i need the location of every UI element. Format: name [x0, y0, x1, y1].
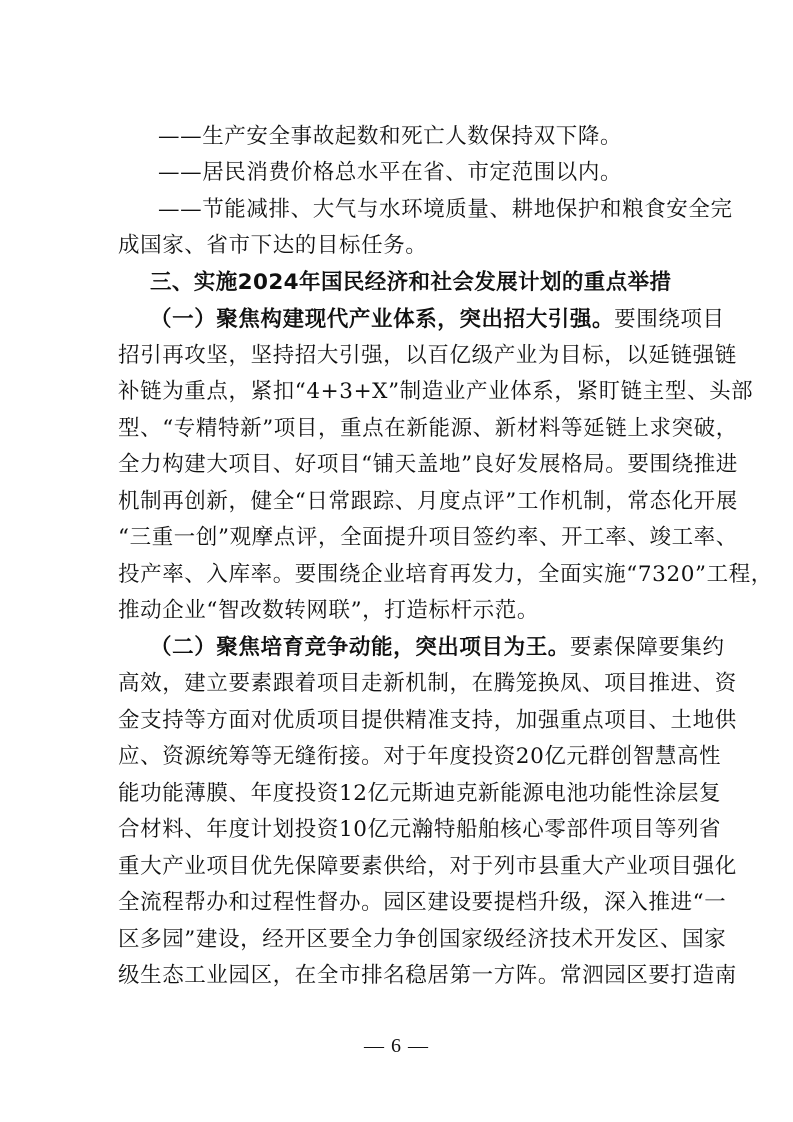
page-number: — 6 — [364, 1035, 429, 1057]
paragraph-line: 全力构建大项目、好项目“铺天盖地”良好发展格局。要围绕推进 [118, 452, 738, 477]
paragraph-text: 要素保障要集约 [569, 635, 725, 660]
paragraph-line: 重大产业项目优先保障要素供给，对于列市县重大产业项目强化 [118, 854, 737, 879]
paragraph-line: 补链为重点，紧扣“4+3+X”制造业产业体系，紧盯链主型、头部 [118, 379, 754, 404]
bullet-line: ——生产安全事故起数和死亡人数保持双下降。 [158, 124, 623, 149]
paragraph-line: 应、资源统筹等无缝衔接。对于年度投资20亿元群创智慧高性 [118, 744, 722, 769]
paragraph-line: 能功能薄膜、年度投资12亿元斯迪克新能源电池功能性涂层复 [118, 781, 722, 806]
paragraph-line: 投产率、入库率。要围绕企业培育再发力，全面实施“7320”工程， [118, 562, 773, 587]
paragraph-text: 要围绕项目 [614, 307, 725, 332]
bullet-line: ——节能减排、大气与水环境质量、耕地保护和粮食安全完 [158, 197, 733, 222]
paragraph-line: 级生态工业园区，在全市排名稳居第一方阵。常泗园区要打造南 [118, 963, 737, 988]
paragraph-line: 全流程帮办和过程性督办。园区建设要提档升级，深入推进“一 [118, 890, 727, 915]
section-heading: 三、实施2024年国民经济和社会发展计划的重点举措 [150, 270, 672, 295]
paragraph-line: 合材料、年度计划投资10亿元瀚特船舶核心零部件项目等列省 [118, 817, 722, 842]
paragraph-first-line [150, 633, 750, 663]
paragraph-first-line [150, 305, 750, 335]
paragraph-line: 区多园”建设，经开区要全力争创国家级经济技术开发区、国家 [118, 927, 727, 952]
paragraph-line: 高效，建立要素跟着项目走新机制，在腾笼换凤、项目推进、资 [118, 671, 737, 696]
bullet-line: 成国家、省市下达的目标任务。 [118, 233, 428, 258]
paragraph-line: 机制再创新，健全“日常跟踪、月度点评”工作机制，常态化开展 [118, 489, 738, 514]
bullet-line: ——居民消费价格总水平在省、市定范围以内。 [158, 160, 623, 185]
paragraph-lead: （二）聚焦培育竞争动能，突出项目为王。 [150, 635, 570, 660]
paragraph-line: 金支持等方面对优质项目提供精准支持，加强重点项目、土地供 [118, 708, 737, 733]
paragraph-lead: （一）聚焦构建现代产业体系，突出招大引强。 [150, 307, 615, 332]
paragraph-line: “三重一创”观摩点评，全面提升项目签约率、开工率、竣工率、 [118, 525, 738, 550]
paragraph-line: 推动企业“智改数转网联”，打造标杆示范。 [118, 598, 539, 623]
paragraph-line: 型、“专精特新”项目，重点在新能源、新材料等延链上求突破， [118, 416, 738, 441]
paragraph-line: 招引再攻坚，坚持招大引强，以百亿级产业为目标，以延链强链 [118, 343, 737, 368]
